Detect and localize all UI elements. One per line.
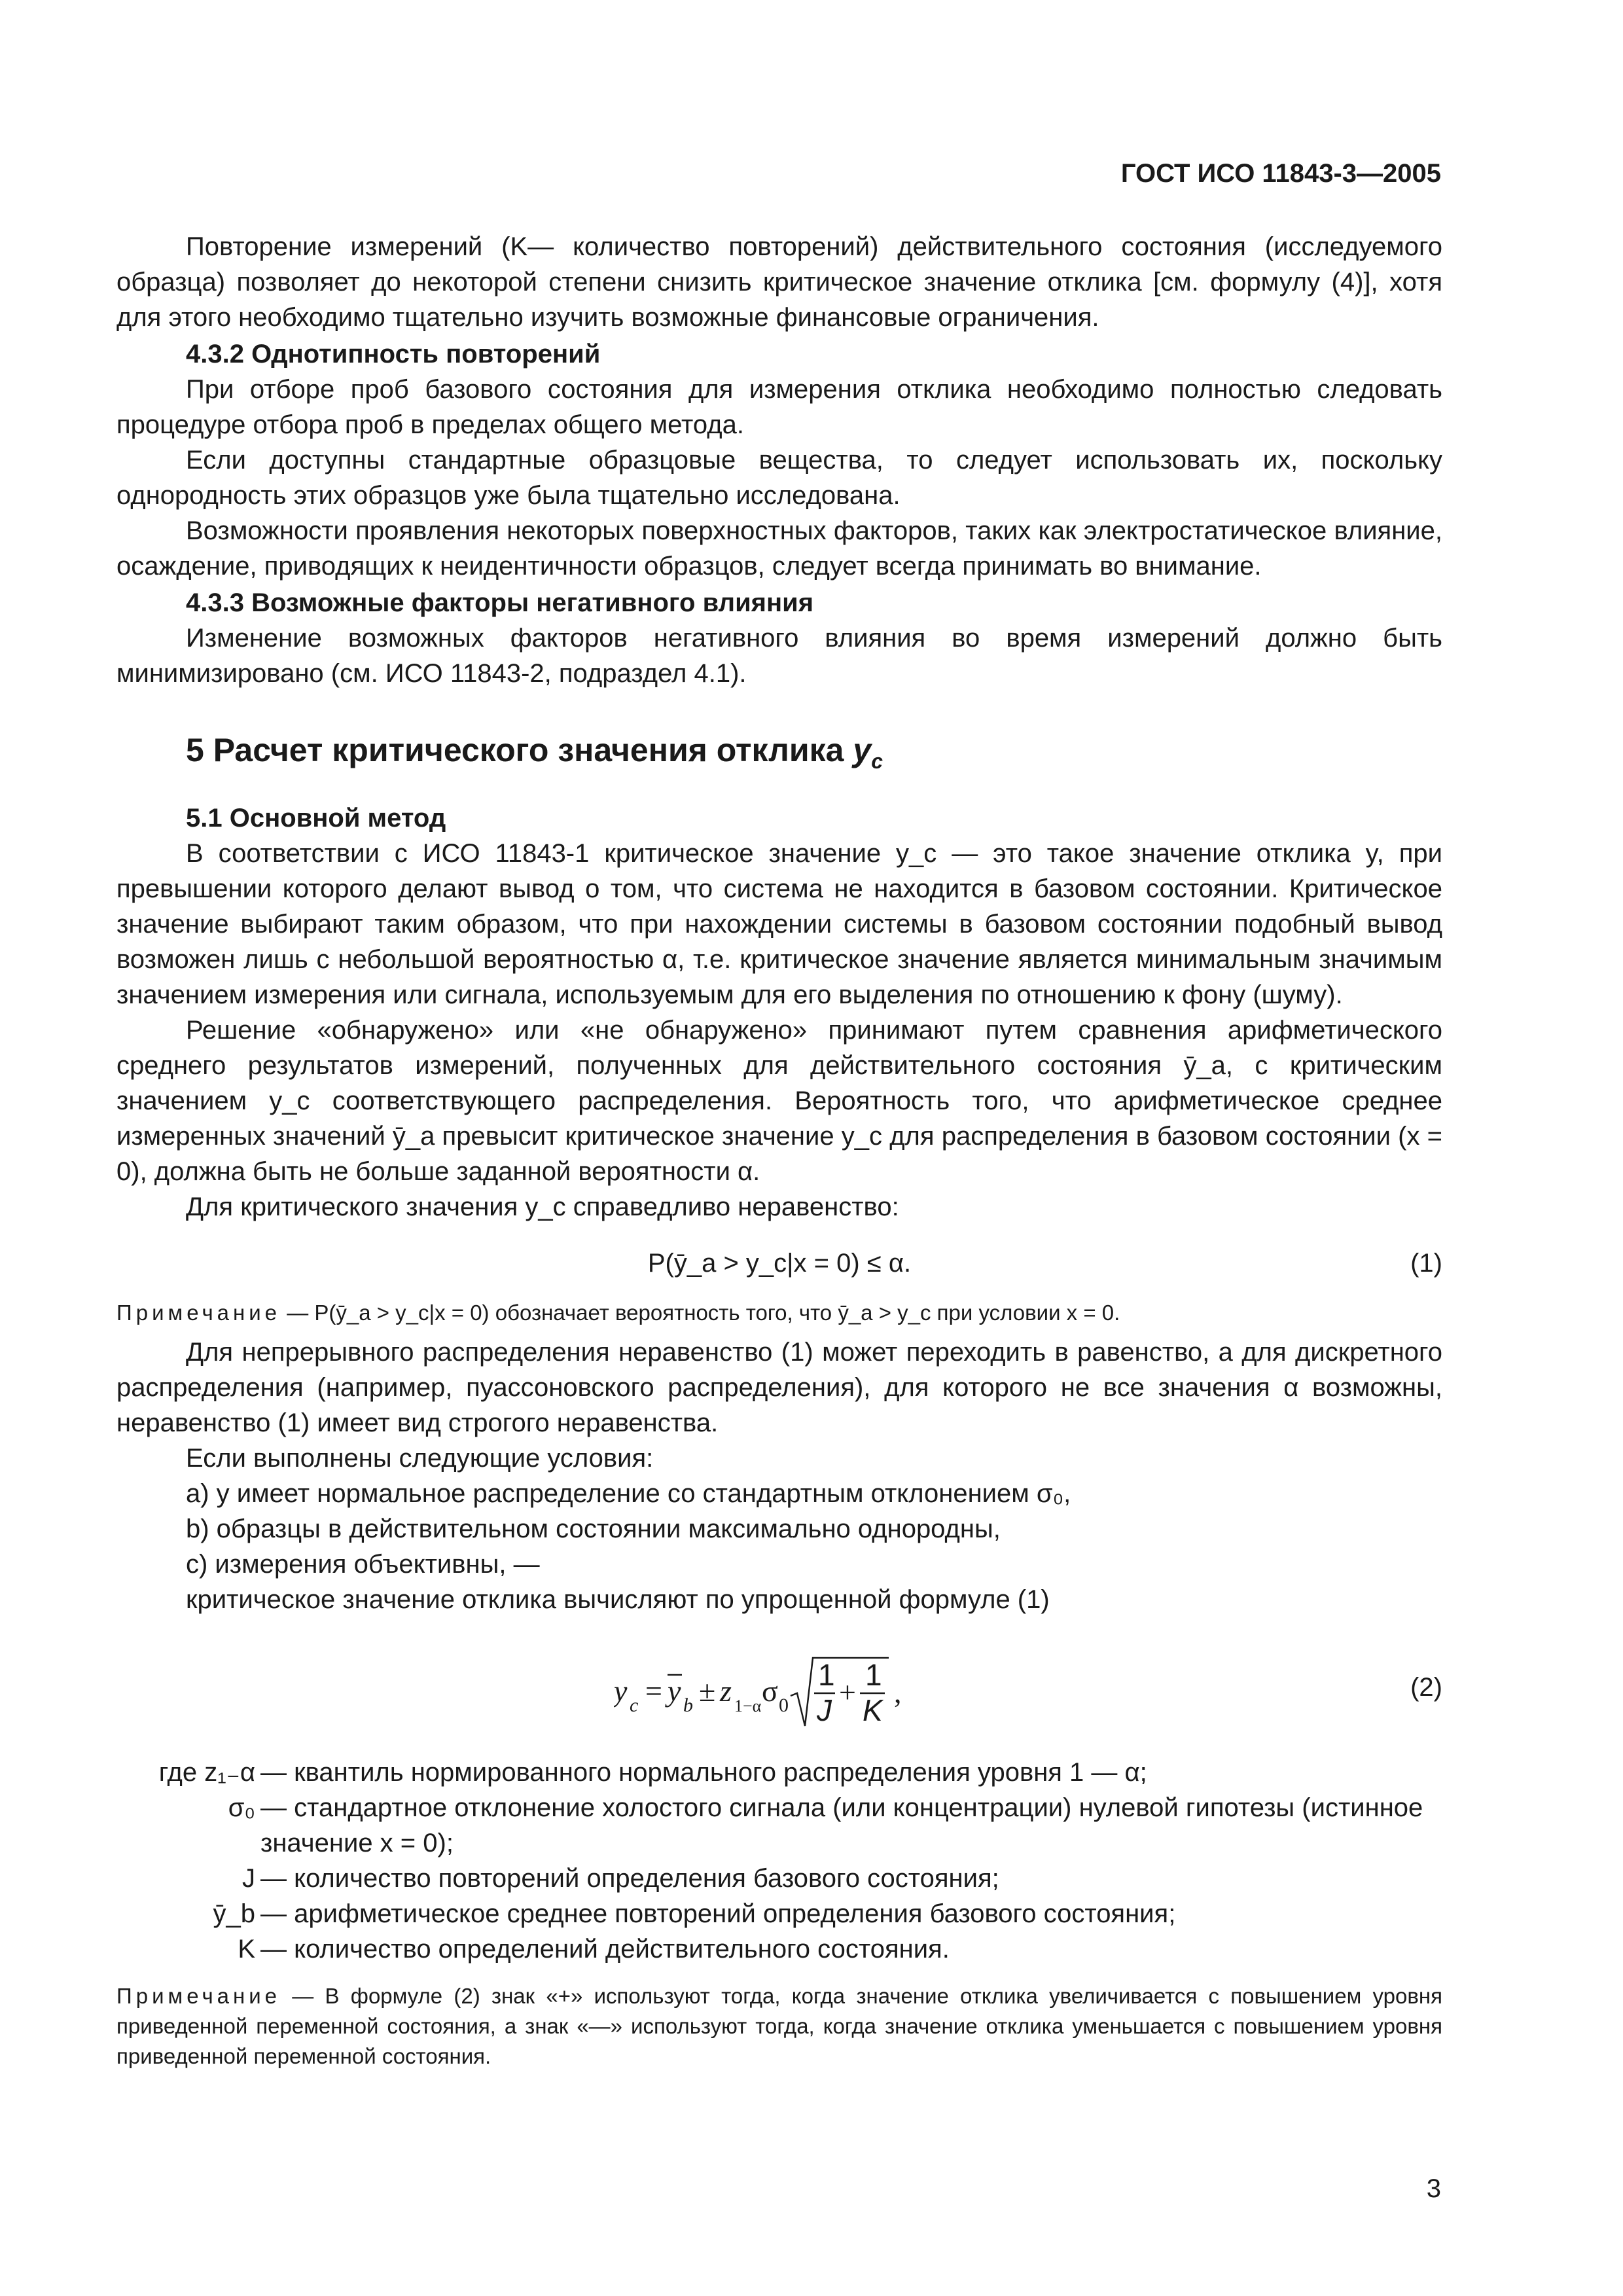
svg-text:0: 0: [779, 1695, 789, 1716]
definition-symbol: где z₁₋α: [158, 1758, 255, 1787]
section-heading: [186, 730, 1442, 781]
symbol-definitions: [116, 1755, 1442, 1967]
svg-text:+: +: [839, 1676, 856, 1709]
definition-row: [116, 1931, 1442, 1967]
formula-1: [116, 1234, 1442, 1293]
list-item: b) образцы в действительном состоянии максимально однородны,: [186, 1515, 1001, 1543]
paragraph: критическое значение отклика вычисляют по упрощенной формуле (1): [186, 1585, 1050, 1614]
definition-row: [116, 1896, 1442, 1931]
svg-text:b: b: [683, 1695, 693, 1716]
svg-text:y: y: [614, 1674, 628, 1708]
svg-text:1−α: 1−α: [734, 1696, 762, 1715]
definition-row: [116, 1861, 1442, 1896]
note-label: Примечание: [116, 1984, 281, 2008]
paragraph: При отборе проб базового состояния для измерения отклика необходимо полностью следовать процедуре отбора проб в пределах общего метода.: [116, 375, 1442, 439]
paragraph: Изменение возможных факторов негативного влияния во время измерений должно быть минимизировано (см. ИСО 11843-2, подраздел 4.1).: [116, 624, 1442, 688]
svg-text:=: =: [645, 1674, 662, 1708]
svg-text:1: 1: [818, 1658, 835, 1692]
paragraph: Если доступны стандартные образцовые вещества, то следует использовать их, поскольку однородность этих образцов уже была тщательно исследована.: [116, 446, 1442, 510]
document-header: ГОСТ ИСО 11843-3—2005: [1120, 159, 1441, 188]
section-symbol: y: [853, 732, 872, 768]
note-text: — P(ȳ_a > y_c|x = 0) обозначает вероятность того, что ȳ_a > y_c при условии x = 0.: [287, 1300, 1120, 1325]
definition-symbol: ȳ_b: [213, 1899, 255, 1928]
document-body: [116, 229, 1442, 2072]
svg-text:y: y: [668, 1674, 681, 1708]
paragraph: В соответствии с ИСО 11843-1 критическое значение y_c — это такое значение отклика y, при превышении которого делают вывод о том, что система не находится в базовом состоянии. Критическое значение выбирают таким образом, что при нахождении системы в базовом состоянии подобный вывод возможен лишь с небольшой вероятностью α, т.е. критическое значение является минимальным значимым значением измерения или сигнала, используемым для его выделения по отношению к фону (шуму).: [116, 839, 1442, 1009]
list-item: a) y имеет нормальное распределение со стандартным отклонением σ₀,: [186, 1479, 1071, 1508]
definition-text: — стандартное отклонение холостого сигнала (или концентрации) нулевой гипотезы (истинное значение x = 0);: [260, 1793, 1423, 1857]
svg-text:,: ,: [894, 1676, 902, 1709]
section-title: 5 Расчет критического значения отклика: [186, 732, 844, 768]
svg-text:K: K: [863, 1693, 883, 1727]
definition-symbol: J: [242, 1864, 255, 1893]
subsection-heading: 5.1 Основной метод: [186, 804, 446, 833]
definition-text: — количество повторений определения базового состояния;: [260, 1864, 999, 1893]
svg-text:σ: σ: [762, 1674, 778, 1708]
definition-row: [116, 1790, 1442, 1861]
note-text: — В формуле (2) знак «+» используют тогда, когда значение отклика увеличивается с повышением уровня приведенной переменной состояния, а знак «—» используют тогда, когда значение отклика уменьшается с повышением уровня приведенной переменной состояния.: [116, 1984, 1442, 2068]
conditions-list: [186, 1476, 1442, 1582]
paragraph: Решение «обнаружено» или «не обнаружено» принимают путем сравнения арифметического среднего результатов измерений, полученных для действительного состояния ȳ_a, с критическим значением y_c соответствующего распределения. Вероятность того, что арифметическое среднее измеренных значений ȳ_a превысит критическое значение y_c для распределения в базовом состоянии (x = 0), должна быть не больше заданной вероятности α.: [116, 1016, 1442, 1186]
paragraph: Для непрерывного распределения неравенство (1) может переходить в равенство, а для дискретного распределения (например, пуассоновского распределения), для которого не все значения α возможны, неравенство (1) имеет вид строгого неравенства.: [116, 1338, 1442, 1437]
formula-2-number: (2): [1410, 1673, 1442, 1702]
paragraph: Если выполнены следующие условия:: [186, 1444, 654, 1473]
svg-text:z: z: [720, 1674, 732, 1708]
page-number: 3: [1426, 2174, 1441, 2203]
formula-1-number: (1): [1410, 1249, 1442, 1278]
definition-text: — количество определений действительного состояния.: [260, 1935, 950, 1964]
paragraph: Возможности проявления некоторых поверхностных факторов, таких как электростатическое влияние, осаждение, приводящих к неидентичности образцов, следует всегда принимать во внимание.: [116, 516, 1442, 581]
formula-1-expression: P(ȳ_a > y_c|x = 0) ≤ α.: [647, 1249, 912, 1278]
formula-2: [116, 1637, 1442, 1748]
list-item: c) измерения объективны, —: [186, 1550, 540, 1579]
definition-symbol: K: [238, 1935, 255, 1964]
svg-text:±: ±: [699, 1674, 716, 1708]
definition-text: — квантиль нормированного нормального распределения уровня 1 — α;: [260, 1758, 1147, 1787]
paragraph: Повторение измерений (K— количество повторений) действительного состояния (исследуемого образца) позволяет до некоторой степени снизить критическое значение отклика [см. формулу (4)], хотя для этого необходимо тщательно изучить возможные финансовые ограничения.: [116, 232, 1442, 332]
svg-text:c: c: [630, 1695, 639, 1716]
svg-text:J: J: [817, 1693, 832, 1727]
paragraph: Для критического значения y_c справедливо неравенство:: [186, 1193, 899, 1221]
section-symbol-subscript: c: [871, 749, 883, 773]
subsection-heading: 4.3.3 Возможные факторы негативного влияния: [186, 588, 814, 617]
definition-symbol: σ₀: [228, 1793, 255, 1822]
definition-text: — арифметическое среднее повторений определения базового состояния;: [260, 1899, 1176, 1928]
svg-text:1: 1: [865, 1658, 882, 1692]
formula-2-expression: [614, 1643, 954, 1742]
definition-row: [116, 1755, 1442, 1790]
note-label: Примечание: [116, 1300, 281, 1325]
subsection-heading: 4.3.2 Однотипность повторений: [186, 340, 601, 368]
note-1: [116, 1298, 1442, 1328]
note-2: [116, 1981, 1442, 2072]
